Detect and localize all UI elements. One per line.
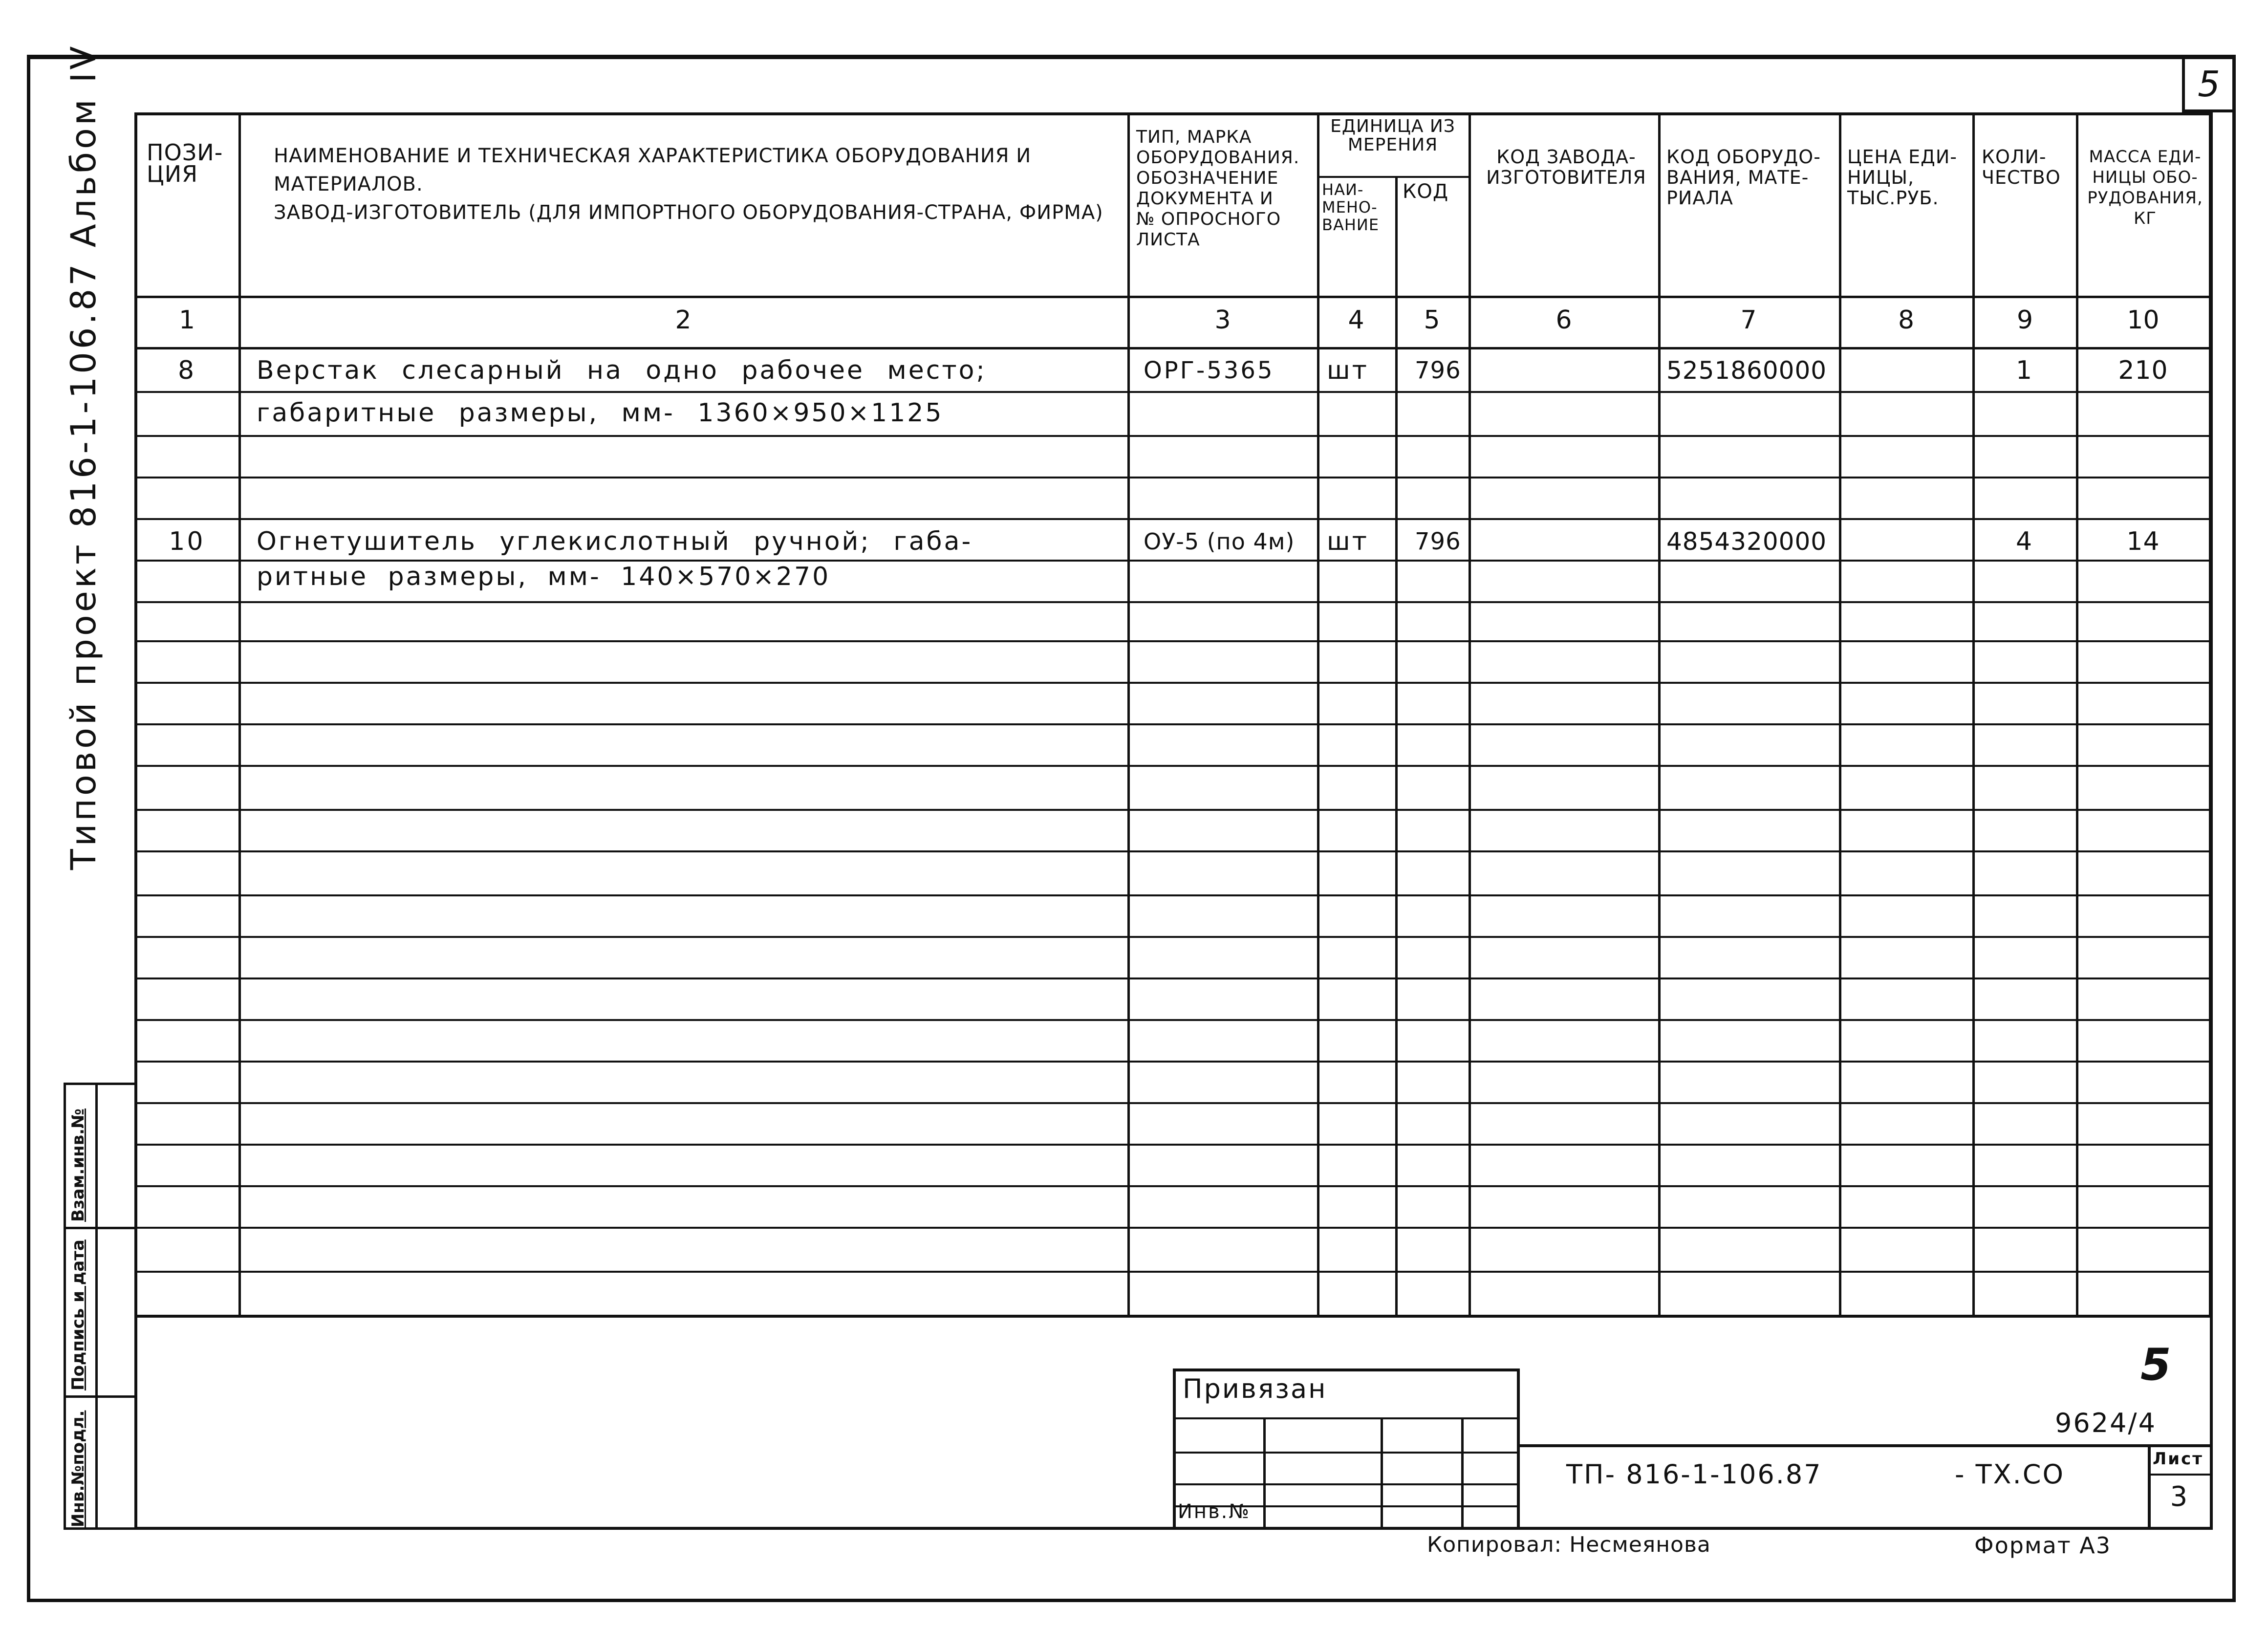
row-equipment-code: 4854320000 bbox=[1666, 527, 1827, 556]
side-project-label: Типовой проект 816-1-106.87 Альбом IV bbox=[64, 43, 104, 870]
col-number: 5 bbox=[1424, 305, 1440, 335]
row-name: Верстак слесарный на одно рабочее место; bbox=[257, 356, 987, 385]
header-unit-name: НАИ- МЕНО- ВАНИЕ bbox=[1322, 180, 1380, 234]
header-mass: МАССА ЕДИ- НИЦЫ ОБО- РУДОВАНИЯ, КГ bbox=[2087, 147, 2203, 228]
header-quantity: КОЛИ- ЧЕСТВО bbox=[1982, 146, 2061, 188]
row-unit: шт bbox=[1327, 527, 1369, 556]
row-unit-code: 796 bbox=[1415, 357, 1461, 384]
row-name: Огнетушитель углекислотный ручной; габа- bbox=[257, 527, 973, 556]
format-label: Формат А3 bbox=[1974, 1532, 2111, 1559]
col-number: 2 bbox=[675, 305, 691, 335]
page-number-large: 5 bbox=[2140, 1339, 2173, 1390]
header-unit: ЕДИНИЦА ИЗ МЕРЕНИЯ bbox=[1330, 116, 1455, 155]
row-equipment-code: 5251860000 bbox=[1666, 356, 1827, 385]
row-name: габаритные размеры, мм- 1360×950×1125 bbox=[257, 398, 944, 428]
copied-by: Копировал: Несмеянова bbox=[1427, 1532, 1711, 1557]
row-type: ОУ-5 (по 4м) bbox=[1144, 528, 1295, 555]
row-mass: 14 bbox=[2126, 527, 2160, 556]
col-number: 9 bbox=[2016, 305, 2033, 335]
row-unit-code: 796 bbox=[1415, 528, 1461, 555]
bound-label: Привязан bbox=[1183, 1373, 1327, 1404]
row-quantity: 1 bbox=[2015, 356, 2034, 385]
col-number: 10 bbox=[2127, 305, 2160, 335]
header-type: ТИП, МАРКА ОБОРУДОВАНИЯ. ОБОЗНАЧЕНИЕ ДОКУМЕНТА И № ОПРОСНОГО ЛИСТА bbox=[1136, 127, 1300, 250]
row-quantity: 4 bbox=[2015, 527, 2034, 556]
header-unit-code: КОД bbox=[1403, 180, 1449, 203]
document-suffix: - ТХ.СО bbox=[1955, 1459, 2065, 1490]
header-name: НАИМЕНОВАНИЕ И ТЕХНИЧЕСКАЯ ХАРАКТЕРИСТИКА ОБОРУДОВАНИЯ И МАТЕРИАЛОВ. ЗАВОД-ИЗГОТОВИТЕЛЬ (ДЛЯ ИМПОРТНОГО ОБОРУДОВАНИЯ-СТРАНА, ФИРМА) bbox=[274, 145, 1103, 224]
stamp-inv-podl: Инв.№подл. bbox=[68, 1410, 88, 1527]
row-position: 10 bbox=[169, 527, 205, 556]
col-number: 4 bbox=[1348, 305, 1364, 335]
header-mfr-code: КОД ЗАВОДА- ИЗГОТОВИТЕЛЯ bbox=[1486, 146, 1646, 188]
row-mass: 210 bbox=[2118, 356, 2168, 385]
header-position: ПОЗИ- ЦИЯ bbox=[147, 139, 223, 187]
row-position: 8 bbox=[177, 356, 196, 385]
archive-number: 9624/4 bbox=[2055, 1408, 2157, 1438]
stamp-signature-date: Подпись и дата bbox=[68, 1239, 88, 1390]
stamp-replaced-inv: Взам.инв.№ bbox=[68, 1108, 88, 1222]
col-number: 8 bbox=[1898, 305, 1915, 335]
header-equipment-code: КОД ОБОРУДО- ВАНИЯ, МАТЕ- РИАЛА bbox=[1666, 146, 1821, 209]
sheet-label: Лист bbox=[2153, 1449, 2203, 1469]
row-name: ритные размеры, мм- 140×570×270 bbox=[257, 562, 831, 591]
row-type: ОРГ-5365 bbox=[1144, 357, 1274, 384]
col-number: 1 bbox=[178, 305, 195, 335]
inv-label: Инв.№ bbox=[1178, 1500, 1251, 1523]
col-number: 7 bbox=[1740, 305, 1757, 335]
col-number: 3 bbox=[1214, 305, 1231, 335]
sheet-number: 5 bbox=[2198, 64, 2220, 105]
sheet-value: 3 bbox=[2170, 1481, 2189, 1513]
document-code: ТП- 816-1-106.87 bbox=[1566, 1459, 1822, 1490]
header-price: ЦЕНА ЕДИ- НИЦЫ, ТЫС.РУБ. bbox=[1847, 146, 1957, 209]
col-number: 6 bbox=[1555, 305, 1572, 335]
row-unit: шт bbox=[1327, 356, 1369, 385]
